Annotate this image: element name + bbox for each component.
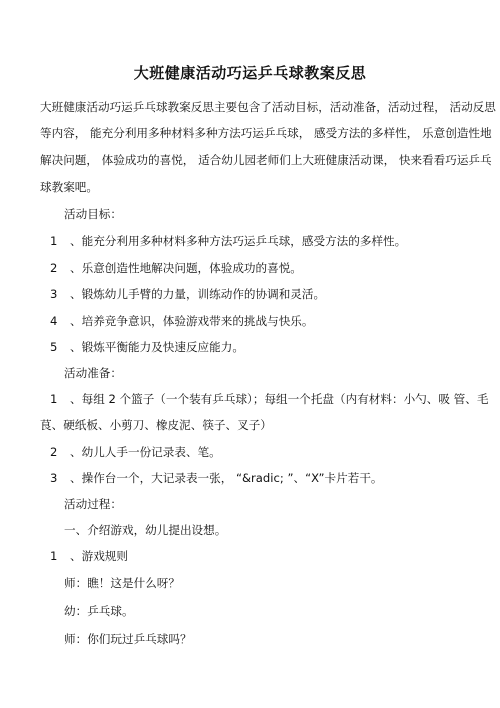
prep-number: 2 xyxy=(50,445,58,459)
prep-heading: 活动准备： xyxy=(64,366,122,380)
goal-number: 5 xyxy=(50,340,58,354)
prep-number: 1 xyxy=(50,392,58,406)
rules-heading xyxy=(50,549,128,563)
intro-line-1: 大班健康活动巧运乒乓球教案反思主要包含了活动目标，活动准备，活动过程， 活动反思 xyxy=(40,100,496,114)
prep-text: 茛、硬纸板、小剪刀、橡皮泥、筷子、叉子） xyxy=(40,418,272,432)
rules-label: 、游戏规则 xyxy=(70,549,128,563)
goal-item xyxy=(50,261,302,275)
goal-text: 、能充分利用多种材料多种方法巧运乒乓球，感受方法的多样性。 xyxy=(70,234,407,248)
goal-text: 、培养竞争意识，体验游戏带来的挑战与快乐。 xyxy=(70,314,314,328)
prep-item xyxy=(50,471,383,485)
goal-number: 3 xyxy=(50,287,58,301)
intro-line-3: 解决问题， 体验成功的喜悦， 适合幼儿园老师们上大班健康活动课， 快来看看巧运乒乓 xyxy=(40,153,492,167)
goal-item xyxy=(50,234,406,248)
prep-item xyxy=(50,445,221,459)
prep-number: 3 xyxy=(50,471,58,485)
dialogue-line: 师：瞧！这是什么呀？ xyxy=(64,576,180,590)
prep-item-continuation xyxy=(40,418,272,432)
goal-number: 4 xyxy=(50,314,58,328)
goal-text: 、乐意创造性地解决问题，体验成功的喜悦。 xyxy=(70,261,302,275)
dialogue-line: 幼：乒乓球。 xyxy=(64,604,134,618)
goal-item xyxy=(50,287,325,301)
page-title: 大班健康活动巧运乒乓球教案反思 xyxy=(133,64,367,82)
prep-text: 、幼儿人手一份记录表、笔。 xyxy=(70,445,221,459)
goal-text: 、锻炼幼儿手臂的力量，训练动作的协调和灵活。 xyxy=(70,287,326,301)
goals-heading: 活动目标： xyxy=(64,207,122,221)
goal-item xyxy=(50,340,244,354)
goal-text: 、锻炼平衡能力及快速反应能力。 xyxy=(70,340,244,354)
process-heading: 活动过程： xyxy=(64,497,122,511)
intro-line-4: 球教案吧。 xyxy=(40,180,98,194)
goal-number: 1 xyxy=(50,234,58,248)
prep-text: 、操作台一个，大记录表一张， “&radic; ”、“X”卡片若干。 xyxy=(70,471,383,485)
prep-item xyxy=(50,392,488,406)
goal-item xyxy=(50,314,313,328)
prep-text: 、每组 2 个篮子（一个装有乒乓球）；每组一个托盘（内有材料：小勺、吸 管、毛 xyxy=(70,392,489,406)
goal-number: 2 xyxy=(50,261,58,275)
process-subheading: 一、介绍游戏，幼儿提出设想。 xyxy=(64,523,227,537)
dialogue-line: 师：你们玩过乒乓球吗？ xyxy=(64,632,192,646)
rules-number: 1 xyxy=(50,549,58,563)
intro-line-2: 等内容， 能充分利用多种材料多种方法巧运乒乓球， 感受方法的多样性， 乐意创造性地 xyxy=(40,126,492,140)
